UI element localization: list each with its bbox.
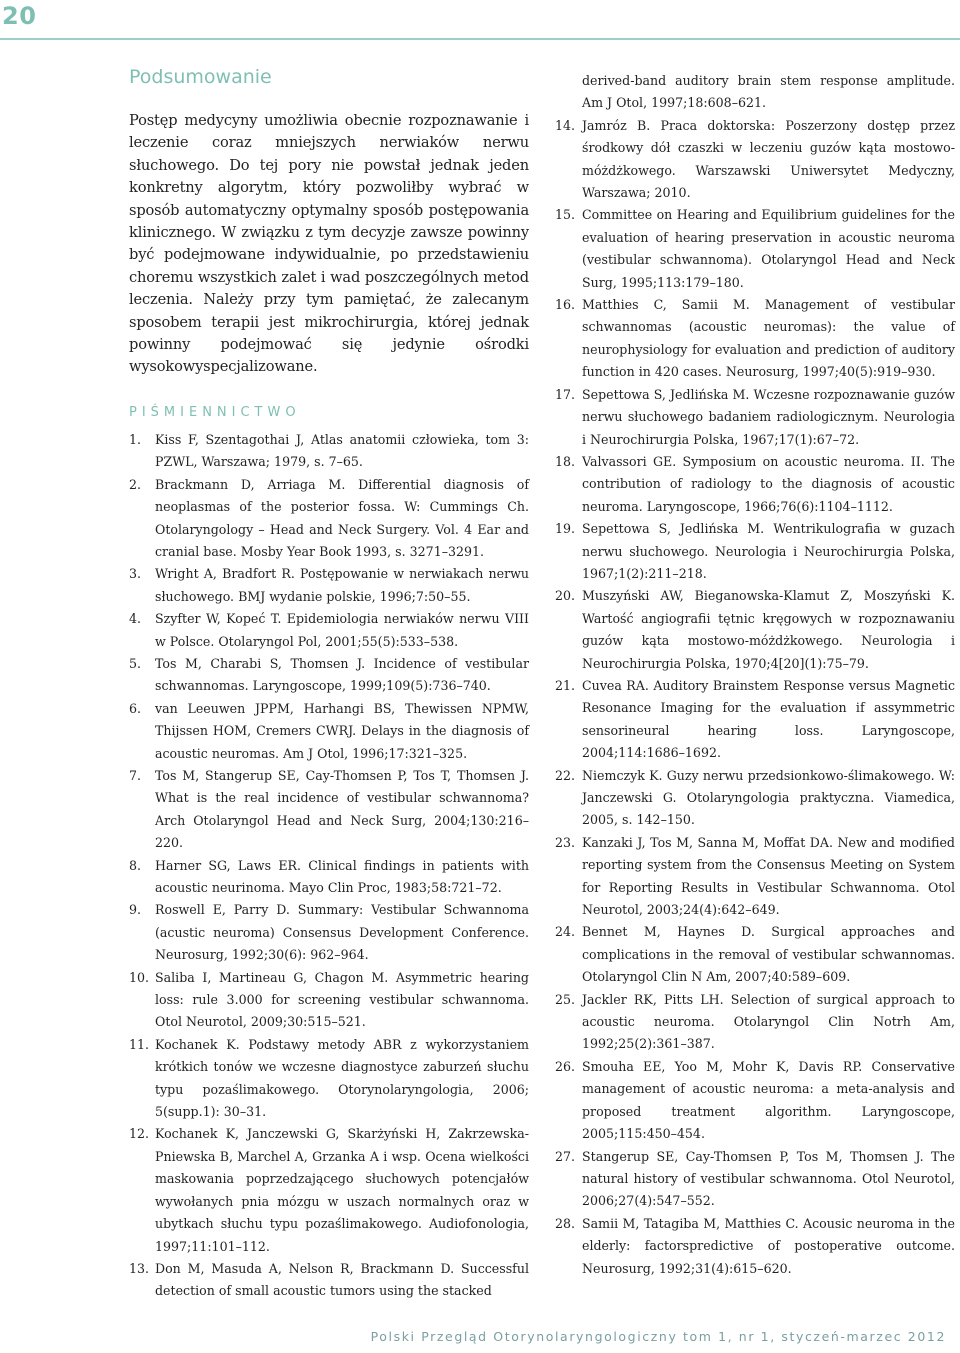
reference-item: [555, 989, 955, 1056]
left-column: [129, 66, 529, 1303]
reference-item: [555, 675, 955, 765]
reference-text: Matthies C, Samii M. Management of vestibular schwannomas (acoustic neuromas): the value of neurophysiology for evaluation and prediction of auditory function in 420 cases. Neurosurg, 1997;40(5):919–930.: [582, 297, 955, 380]
reference-text: Smouha EE, Yoo M, Mohr K, Davis RP. Conservative management of acoustic neuroma: a meta-analysis and proposed treatment algorithm. Laryngoscope, 2005;115:450–454.: [582, 1058, 955, 1142]
reference-item: [555, 1056, 955, 1146]
reference-number: 20.: [555, 588, 576, 604]
reference-text: Saliba I, Martineau G, Chagon M. Asymmetric hearing loss: rule 3.000 for screening vestibular schwannoma. Otol Neurotol, 2009;30:515–521.: [155, 969, 529, 1030]
reference-item: [129, 474, 529, 564]
reference-item: [555, 451, 955, 518]
reference-number: 24.: [555, 924, 576, 940]
reference-item: [129, 967, 529, 1034]
reference-text: Harner SG, Laws ER. Clinical findings in patients with acoustic neurinoma. Mayo Clin Proc, 1983;58:721–72.: [155, 857, 529, 895]
page-number: 20: [2, 2, 37, 30]
right-column: [555, 70, 955, 1280]
reference-item: [129, 899, 529, 966]
reference-text: Valvassori GE. Symposium on acoustic neuroma. II. The contribution of radiology to the diagnosis of acoustic neuroma. Laryngoscope, 1966;76(6):1104–1112.: [582, 453, 955, 514]
reference-text: Muszyński AW, Bieganowska-Klamut Z, Moszyński K. Wartość angiografii tętnic kręgowych w rozpoznawaniu guzów kąta mostowo-móżdżkowego. Neurologia i Neurochirurgia Polska, 1970;4[20](1):75–79.: [582, 588, 955, 671]
reference-item: [129, 1034, 529, 1124]
reference-number: 2.: [129, 476, 142, 492]
summary-paragraph: Postęp medycyny umożliwia obecnie rozpoznawanie i leczenie coraz mniejszych nerwiaków nerwu słuchowego. Do tej pory nie powstał jednak jeden konkretny algorytm, który pozwoliłby wybrać w sposób automatyczny optymalny sposób postępowania klinicznego. W związku z tym decyzje zawsze powinny być podejmowane indywidualnie, po przedstawieniu choremu wszystkich zalet i wad poszczególnych metod leczenia. Należy przy tym pamiętać, że zalecanym sposobem terapii jest mikrochirurgia, której jednak powinny podejmować się jedynie ośrodki wysokowyspecjalizowane.: [129, 112, 529, 376]
reference-number: 23.: [555, 834, 576, 850]
reference-text: Brackmann D, Arriaga M. Differential diagnosis of neoplasmas of the posterior fossa. W: Cummings Ch. Otolaryngology – Head and Neck Surgery. Vol. 4 Ear and cranial base. Mosby Year Book 1993, s. 3271–3291.: [155, 476, 529, 559]
reference-text: Szyfter W, Kopeć T. Epidemiologia nerwiaków nerwu VIII w Polsce. Otolaryngol Pol, 2001;55(5):533–538.: [155, 611, 529, 649]
references-heading: PIŚMIENNICTWO: [129, 404, 301, 420]
reference-text: Tos M, Charabi S, Thomsen J. Incidence of vestibular schwannomas. Laryngoscope, 1999;109(5):736–740.: [155, 655, 529, 694]
reference-number: 26.: [555, 1058, 576, 1074]
references-list-right: [555, 115, 955, 1280]
reference-text: Tos M, Stangerup SE, Cay-Thomsen P, Tos T, Thomsen J. What is the real incidence of vestibular schwannoma? Arch Otolaryngol Head and Neck Surg, 2004;130:216–220.: [155, 767, 529, 851]
reference-text: Kanzaki J, Tos M, Sanna M, Moffat DA. New and modified reporting system from the Consensus Meeting on System for Reporting Results in Vestibular Schwannoma. Otol Neurotol, 2003;24(4):642–649.: [582, 834, 955, 918]
reference-number: 6.: [129, 700, 142, 716]
reference-number: 11.: [129, 1036, 150, 1052]
reference-text: Jamróz B. Praca doktorska: Poszerzony dostęp przez środkowy dół czaszki w leczeniu guzów kąta mostowo-móżdżkowego. Warszawski Uniwersytet Medyczny, Warszawa; 2010.: [582, 117, 955, 201]
reference-13-continuation: derived-band auditory brain stem response amplitude. Am J Otol, 1997;18:608–621.: [582, 73, 955, 111]
reference-number: 28.: [555, 1215, 576, 1231]
reference-item: [129, 608, 529, 653]
reference-text: Kiss F, Szentagothai J, Atlas anatomii człowieka, tom 3: PZWL, Warszawa; 1979, s. 7–65.: [155, 431, 529, 470]
reference-item: [555, 204, 955, 294]
reference-item: [129, 653, 529, 698]
reference-text: Kochanek K, Janczewski G, Skarżyński H, Zakrzewska-Pniewska B, Marchel A, Grzanka A i wsp. Ocena wielkości maskowania poprzedzającego słuchowych potencjałów wywołanych pnia mózgu w uszach normalnych oraz w ubytkach słuchu typu pozaślimakowego. Audiofonologia, 1997;11:101–112.: [155, 1126, 529, 1254]
reference-number: 18.: [555, 453, 576, 469]
reference-item: [555, 384, 955, 451]
reference-number: 3.: [129, 566, 142, 582]
reference-number: 27.: [555, 1148, 576, 1164]
reference-text: Don M, Masuda A, Nelson R, Brackmann D. Successful detection of small acoustic tumors using the stacked: [155, 1260, 529, 1299]
reference-item: [129, 563, 529, 608]
reference-item: [555, 765, 955, 832]
reference-item: [129, 698, 529, 765]
reference-number: 7.: [129, 767, 142, 783]
reference-number: 25.: [555, 991, 576, 1007]
reference-item: [555, 585, 955, 675]
reference-number: 1.: [129, 431, 142, 447]
reference-number: 17.: [555, 386, 576, 402]
reference-number: 9.: [129, 902, 142, 918]
reference-number: 4.: [129, 611, 142, 627]
references-list-left: [129, 429, 529, 1303]
reference-item: [129, 765, 529, 855]
reference-item: [129, 1258, 529, 1303]
reference-item: [129, 855, 529, 900]
reference-number: 8.: [129, 857, 142, 873]
reference-text: Bennet M, Haynes D. Surgical approaches and complications in the removal of vestibular schwannomas. Otolaryngol Clin N Am, 2007;40:589–609.: [582, 924, 955, 985]
reference-item: [555, 294, 955, 384]
page-header: [0, 0, 960, 40]
reference-item: [555, 518, 955, 585]
reference-item: [555, 1213, 955, 1280]
reference-text: Wright A, Bradfort R. Postępowanie w nerwiakach nerwu słuchowego. BMJ wydanie polskie, 1996;7:50–55.: [155, 566, 529, 604]
summary-heading: Podsumowanie: [129, 66, 272, 88]
reference-text: Sepettowa S, Jedlińska M. Wentrikulografia w guzach nerwu słuchowego. Neurologia i Neurochirurgia Polska, 1967;1(2):211–218.: [582, 521, 955, 581]
reference-number: 21.: [555, 677, 576, 693]
reference-number: 19.: [555, 521, 576, 537]
reference-item: [555, 921, 955, 988]
reference-text: Cuvea RA. Auditory Brainstem Response versus Magnetic Resonance Imaging for the evaluation if assymmetric sensorineural hearing loss. Laryngoscope, 2004;114:1686–1692.: [582, 677, 955, 761]
reference-item: [555, 115, 955, 205]
reference-text: Committee on Hearing and Equilibrium guidelines for the evaluation of hearing preservation in acoustic neuroma (vestibular schwannoma). Otolaryngol Head and Neck Surg, 1995;113:179–180.: [582, 207, 955, 290]
reference-text: Stangerup SE, Cay-Thomsen P, Tos M, Thomsen J. The natural history of vestibular schwannoma. Otol Neurotol, 2006;27(4):547–552.: [582, 1148, 955, 1209]
reference-text: Jackler RK, Pitts LH. Selection of surgical approach to acoustic neuroma. Otolaryngol Clin Notrh Am, 1992;25(2):361–387.: [582, 991, 955, 1052]
reference-text: van Leeuwen JPPM, Harhangi BS, Thewissen NPMW, Thijssen HOM, Cremers CWRJ. Delays in the diagnosis of acoustic neuromas. Am J Otol, 1996;17:321–325.: [155, 700, 529, 761]
reference-item: [555, 1146, 955, 1213]
reference-number: 13.: [129, 1260, 150, 1276]
reference-item: [129, 429, 529, 474]
reference-number: 10.: [129, 969, 150, 985]
reference-text: Niemczyk K. Guzy nerwu przedsionkowo-ślimakowego. W: Janczewski G. Otolaryngologia praktyczna. Viamedica, 2005, s. 142–150.: [582, 767, 955, 828]
reference-number: 14.: [555, 117, 576, 133]
journal-footer: Polski Przegląd Otorynolaryngologiczny tom 1, nr 1, styczeń-marzec 2012: [370, 1329, 946, 1344]
reference-number: 12.: [129, 1126, 150, 1142]
reference-item: [555, 832, 955, 922]
reference-number: 16.: [555, 297, 576, 313]
reference-number: 5.: [129, 655, 142, 671]
reference-item: [129, 1123, 529, 1257]
reference-text: Samii M, Tatagiba M, Matthies C. Acousic neuroma in the elderly: factorspredictive of postoperative outcome. Neurosurg, 1992;31(4):615–620.: [582, 1215, 955, 1276]
reference-number: 15.: [555, 207, 576, 223]
reference-number: 22.: [555, 767, 576, 783]
reference-text: Kochanek K. Podstawy metody ABR z wykorzystaniem krótkich tonów we wczesne diagnostyce zaburzeń słuchu typu pozaślimakowego. Otorynolaryngologia, 2006; 5(supp.1): 30–31.: [155, 1036, 529, 1120]
reference-text: Sepettowa S, Jedlińska M. Wczesne rozpoznawanie guzów nerwu słuchowego badaniem radiologicznym. Neurologia i Neurochirurgia Polska, 1967;17(1):67–72.: [582, 386, 955, 447]
reference-text: Roswell E, Parry D. Summary: Vestibular Schwannoma (acustic neuroma) Consensus Development Conference. Neurosurg, 1992;30(6): 962–964.: [155, 902, 529, 963]
